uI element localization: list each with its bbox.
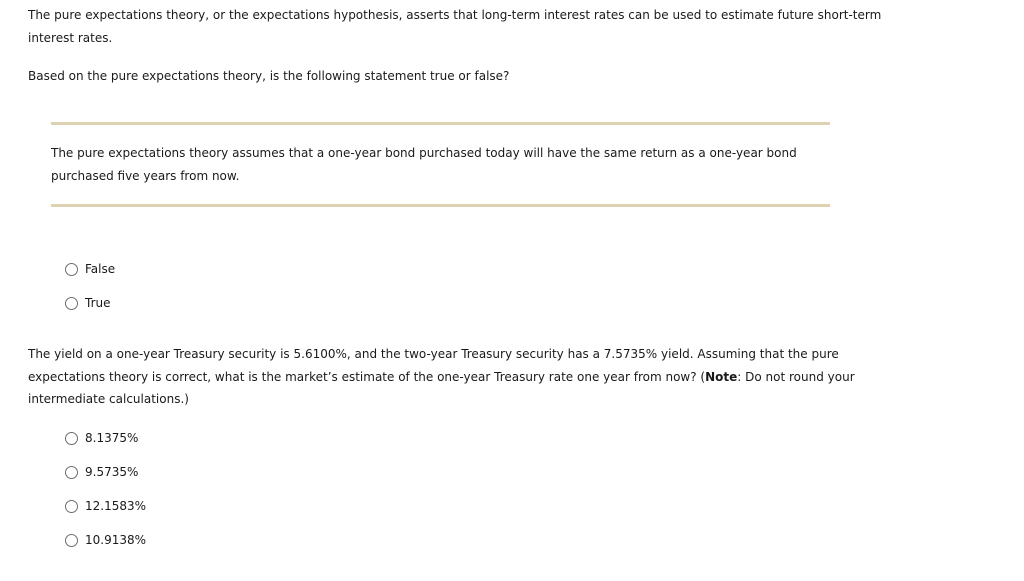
question1-prompt: Based on the pure expectations theory, is the following statement true or false? bbox=[28, 69, 510, 83]
option-label: True bbox=[85, 296, 111, 310]
option-8-1375[interactable] bbox=[65, 430, 138, 446]
radio-button[interactable] bbox=[65, 466, 78, 479]
option-label: 9.5735% bbox=[85, 465, 139, 479]
note-label: Note bbox=[705, 369, 738, 384]
option-label: 8.1375% bbox=[85, 431, 139, 445]
option-9-5735[interactable] bbox=[65, 464, 138, 480]
option-label: 10.9138% bbox=[85, 533, 147, 547]
radio-button[interactable] bbox=[65, 263, 78, 276]
question2-text: The yield on a one-year Treasury security is 5.6100%, and the two-year Treasury security has a 7.5735% yield. Assuming that the pure expectations theory is correct, what is the market’s estimate of the one-year Treasury rate one year from now? ( bbox=[28, 347, 839, 384]
radio-button[interactable] bbox=[65, 432, 78, 445]
option-12-1583[interactable] bbox=[65, 498, 146, 514]
question2-prompt bbox=[28, 343, 908, 411]
statement-top-divider bbox=[51, 122, 830, 125]
radio-button[interactable] bbox=[65, 500, 78, 513]
option-label: False bbox=[85, 262, 116, 276]
option-false[interactable] bbox=[65, 261, 115, 277]
option-10-9138[interactable] bbox=[65, 532, 146, 548]
note-text: : Do not round your intermediate calculations.) bbox=[28, 369, 855, 406]
statement-text: The pure expectations theory assumes that a one-year bond purchased today will have the same return as a one-year bond purchased five years from now. bbox=[51, 146, 797, 183]
statement-bottom-divider bbox=[51, 204, 830, 207]
intro-paragraph: The pure expectations theory, or the expectations hypothesis, asserts that long-term interest rates can be used to estimate future short-term interest rates. bbox=[28, 8, 882, 45]
radio-button[interactable] bbox=[65, 297, 78, 310]
option-true[interactable] bbox=[65, 295, 111, 311]
option-label: 12.1583% bbox=[85, 499, 147, 513]
radio-button[interactable] bbox=[65, 534, 78, 547]
